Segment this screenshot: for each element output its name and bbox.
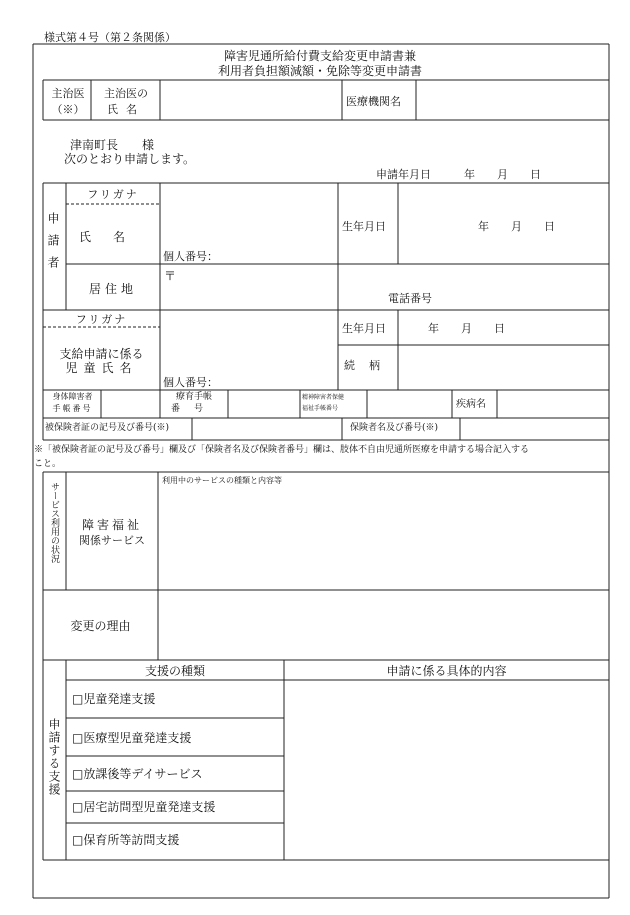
attending-doctor-label: 主治医 bbox=[51, 87, 85, 100]
child-name-label-1: 支給申請に係る bbox=[59, 347, 144, 361]
service-header: 利用中のサービスの種類と内容等 bbox=[162, 476, 282, 485]
applicant-address-field[interactable] bbox=[178, 267, 606, 289]
support-col-detail: 申請に係る具体的内容 bbox=[386, 664, 507, 678]
phone-label: 電話番号 bbox=[388, 292, 432, 305]
note-line-1: ※「被保険者証の記号及び番号」欄及び「保険者名及び保険者番号」欄は、肢体不自由児通所医療を申請する場合記入する bbox=[34, 445, 530, 455]
form-number: 様式第４号（第２条関係） bbox=[44, 31, 176, 44]
applicant-personal-number-label: 個人番号： bbox=[163, 250, 218, 263]
physical-cert-field[interactable] bbox=[103, 392, 158, 416]
child-furigana-field[interactable] bbox=[162, 312, 336, 328]
postal-mark: 〒 bbox=[164, 269, 177, 283]
support-option-nursery-visit-support[interactable]: □保育所等訪問支援 bbox=[72, 833, 180, 847]
insured-cert-field[interactable] bbox=[194, 420, 340, 438]
service-content-field[interactable] bbox=[160, 488, 606, 588]
phone-field[interactable] bbox=[440, 290, 606, 306]
attending-doctor-mark: （※） bbox=[51, 103, 85, 116]
support-option-home-visit-child-development[interactable]: □居宅訪問型児童発達支援 bbox=[72, 800, 216, 814]
mental-cert-field[interactable] bbox=[369, 392, 450, 416]
applicant-name-label: 氏名 bbox=[78, 230, 147, 244]
doctor-name-field[interactable] bbox=[162, 82, 340, 118]
application-date: 申請年月日 年 月 日 bbox=[376, 168, 541, 181]
support-option-medical-child-development[interactable]: □医療型児童発達支援 bbox=[72, 731, 192, 745]
ryouiku-cert-label-1: 療育手帳 bbox=[175, 392, 212, 402]
mental-cert-label-2: 福祉手帳番号 bbox=[302, 405, 339, 412]
child-name-label-2: 児童氏名 bbox=[65, 361, 138, 375]
child-relation-field[interactable] bbox=[400, 348, 606, 386]
support-section-label: 申請する支援 bbox=[47, 718, 61, 796]
doctor-name-label-2: 氏名 bbox=[107, 103, 145, 116]
insured-cert-label: 被保険者証の記号及び番号(※) bbox=[45, 423, 170, 433]
insurer-label: 保険者名及び番号(※) bbox=[350, 423, 439, 433]
addressee: 津南町長 様 bbox=[70, 138, 155, 152]
support-option-after-school-day-service[interactable]: □放課後等デイサービス bbox=[72, 767, 203, 781]
service-section-label: サービス利用の状況 bbox=[49, 482, 59, 563]
change-reason-label: 変更の理由 bbox=[70, 619, 131, 633]
applicant-section-label: 申請者 bbox=[46, 212, 60, 278]
ryouiku-cert-label-2: 番号 bbox=[170, 404, 217, 414]
note-line-2: こと。 bbox=[34, 459, 62, 469]
institution-field[interactable] bbox=[418, 82, 606, 118]
physical-cert-label-1: 身体障害者 bbox=[52, 392, 93, 401]
intro-text: 次のとおり申請します。 bbox=[64, 152, 196, 166]
applicant-furigana-field[interactable] bbox=[162, 186, 336, 202]
child-dob-value[interactable]: 年 月 日 bbox=[428, 322, 505, 335]
service-category-label-2: 関係サービス bbox=[79, 534, 145, 547]
change-reason-field[interactable] bbox=[160, 592, 606, 658]
institution-label: 医療機関名 bbox=[346, 95, 401, 108]
mental-cert-label-1: 精神障害者保健 bbox=[302, 394, 345, 401]
applicant-name-field[interactable] bbox=[162, 207, 336, 247]
child-furigana-label: フリガナ bbox=[75, 313, 128, 326]
doctor-name-label-1: 主治医の bbox=[104, 87, 148, 100]
disease-label: 疾病名 bbox=[456, 399, 486, 410]
ryouiku-cert-field[interactable] bbox=[230, 392, 298, 416]
applicant-dob-value[interactable]: 年 月 日 bbox=[478, 220, 555, 233]
form-title-line-2: 利用者負担額減額・免除等変更申請書 bbox=[217, 64, 422, 78]
disease-field[interactable] bbox=[499, 392, 606, 416]
service-category-label-1: 障害福祉 bbox=[81, 518, 142, 532]
support-option-child-development[interactable]: □児童発達支援 bbox=[72, 692, 156, 706]
applicant-furigana-label: フリガナ bbox=[87, 188, 139, 201]
child-personal-number-label: 個人番号： bbox=[163, 376, 218, 389]
physical-cert-label-2: 手帳番号 bbox=[52, 404, 93, 413]
child-relation-label: 続柄 bbox=[344, 359, 394, 372]
child-dob-label: 生年月日 bbox=[342, 322, 386, 335]
insurer-field[interactable] bbox=[462, 420, 606, 438]
applicant-address-label: 居住地 bbox=[88, 282, 137, 296]
support-detail-field[interactable] bbox=[286, 682, 606, 858]
applicant-dob-label: 生年月日 bbox=[342, 220, 386, 233]
form-title-line-1: 障害児通所給付費支給変更申請書兼 bbox=[223, 49, 416, 63]
support-col-type: 支援の種類 bbox=[144, 664, 205, 678]
child-name-field[interactable] bbox=[162, 330, 336, 370]
